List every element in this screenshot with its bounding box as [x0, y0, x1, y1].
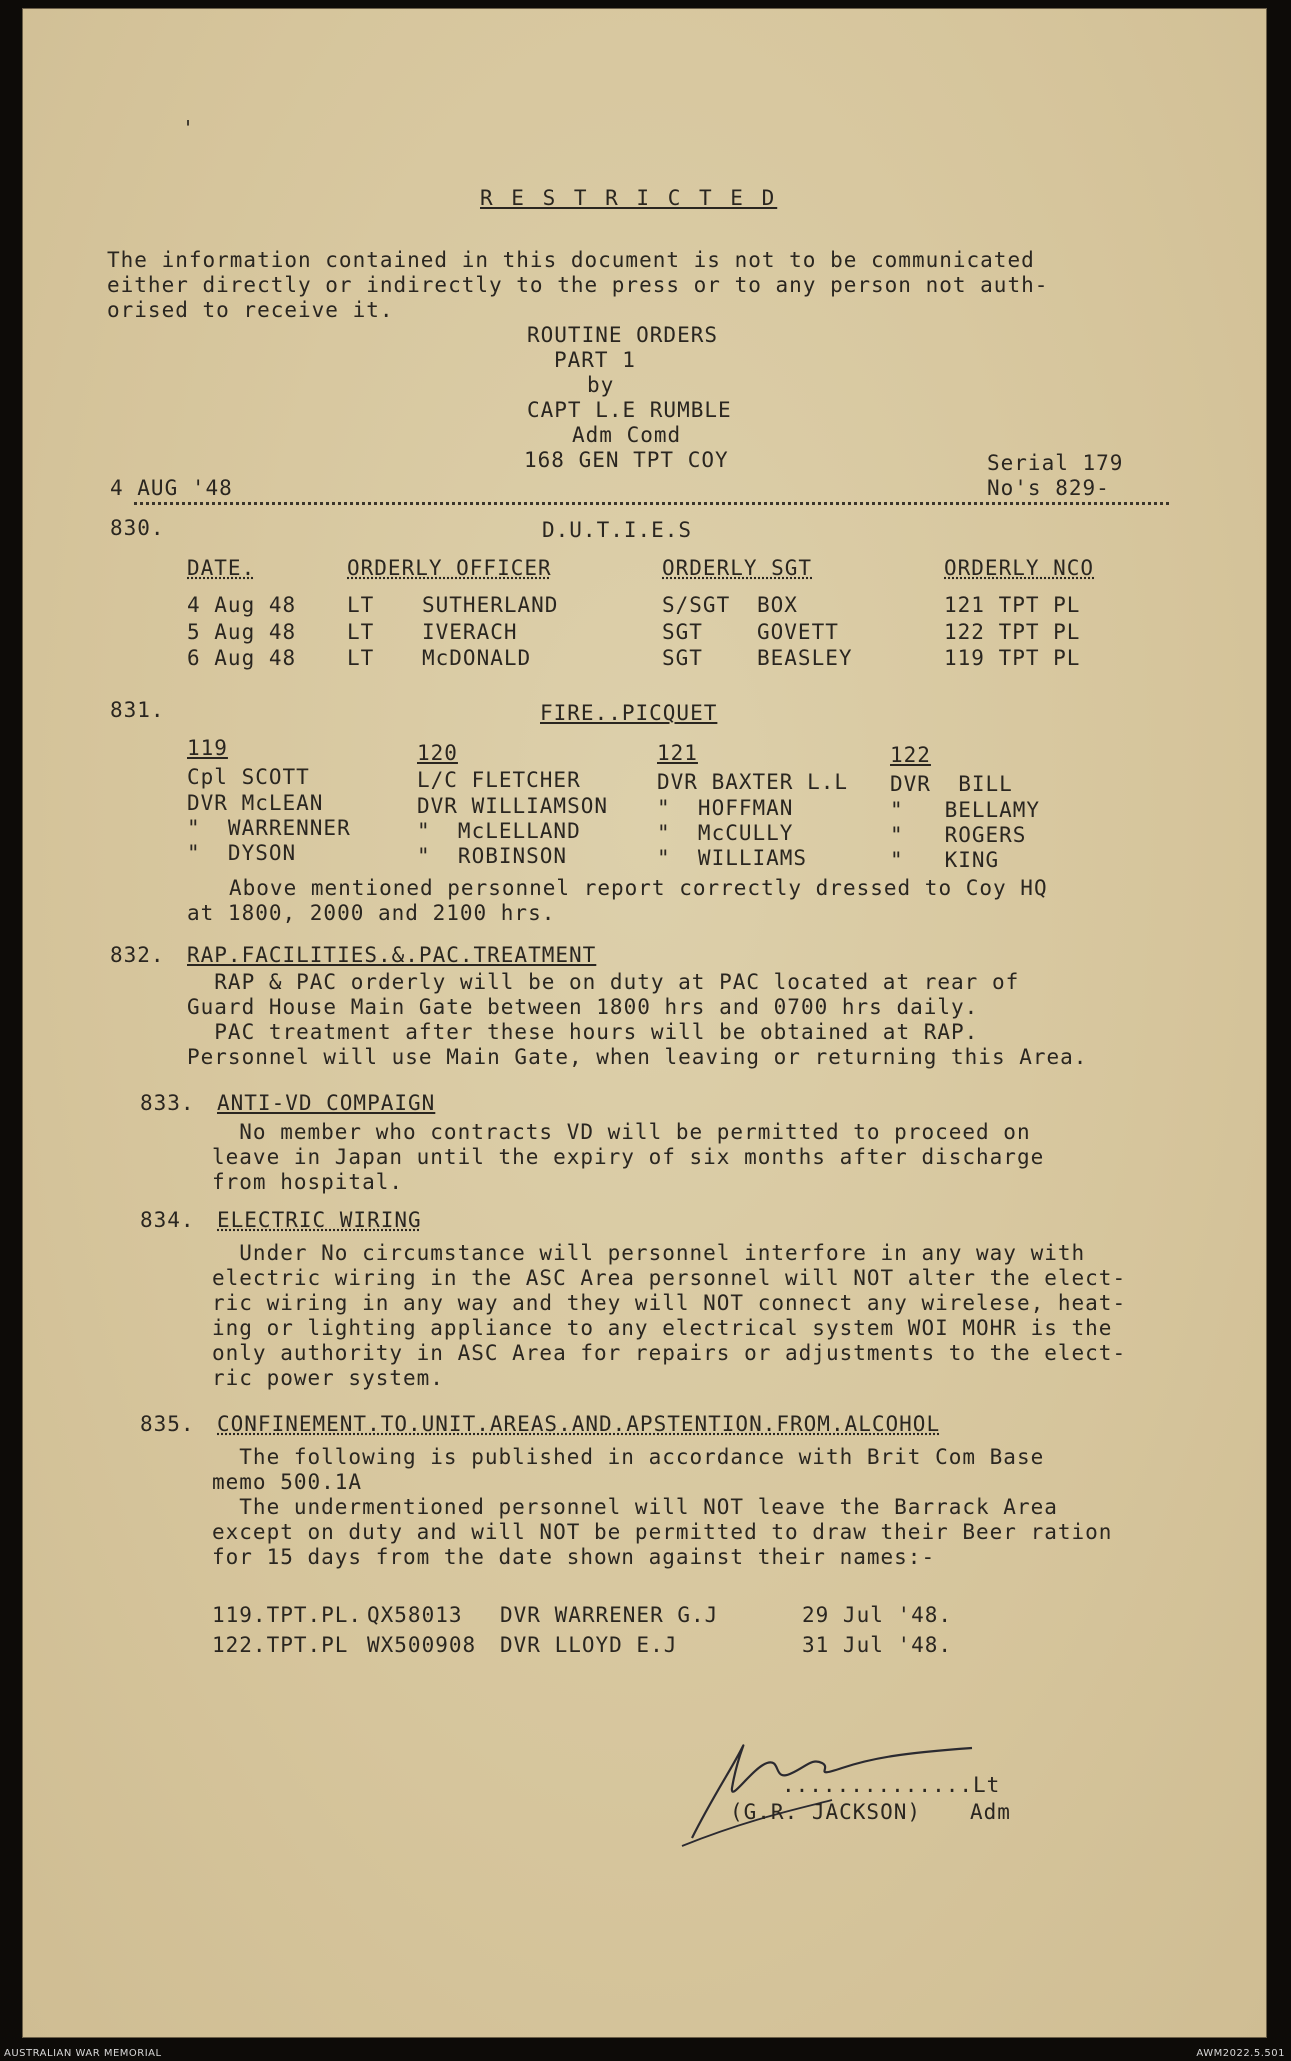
picquet-120-row-4: " ROBINSON: [417, 844, 568, 868]
duty-row-2-sgt-rank: SGT: [662, 620, 703, 644]
order-834-number: 834.: [140, 1208, 195, 1232]
order-831-title: FIRE..PICQUET: [540, 701, 718, 725]
duty-row-1-sgt-rank: S/SGT: [662, 593, 731, 617]
order-834-line-3: ric wiring in any way and they will NOT connect any wirelese, heat-: [212, 1291, 1127, 1315]
order-832-title: RAP.FACILITIES.&.PAC.TREATMENT: [187, 943, 597, 967]
duty-row-2-nco: 122 TPT PL: [944, 620, 1081, 644]
order-833-number: 833.: [140, 1091, 195, 1115]
order-833-line-2: leave in Japan until the expiry of six months after discharge: [212, 1145, 1045, 1169]
order-numbers: No's 829-: [987, 476, 1110, 500]
picquet-121-row-3: " McCULLY: [657, 821, 794, 845]
picquet-119-row-1: Cpl SCOTT: [187, 765, 310, 789]
duties-header-nco: ORDERLY NCO: [944, 556, 1095, 580]
picquet-122-row-3: " ROGERS: [890, 823, 1027, 847]
heading-line-3: by: [587, 373, 615, 397]
heading-line-1: ROUTINE ORDERS: [527, 323, 719, 347]
order-834-line-5: only authority in ASC Area for repairs or adjustments to the elect-: [212, 1341, 1127, 1365]
picquet-120-row-3: " McLELLAND: [417, 819, 581, 843]
entry-2-name: DVR LLOYD E.J: [500, 1633, 678, 1657]
duty-row-2-rank: LT: [347, 620, 375, 644]
duty-row-2-officer: IVERACH: [422, 620, 518, 644]
picquet-122-row-4: " KING: [890, 848, 1000, 872]
heading-line-5: Adm Comd: [572, 423, 682, 447]
signatory-name: (G.R. JACKSON): [730, 1800, 922, 1824]
order-835-line-5: for 15 days from the date shown against their names:-: [212, 1545, 936, 1569]
picquet-121-row-1: DVR BAXTER L.L: [657, 770, 849, 794]
duties-header-date: DATE.: [187, 556, 256, 580]
duty-row-1-nco: 121 TPT PL: [944, 593, 1081, 617]
duty-row-3-nco: 119 TPT PL: [944, 646, 1081, 670]
picquet-119-row-3: " WARRENNER: [187, 816, 351, 840]
serial-number: Serial 179: [987, 451, 1124, 475]
order-date: 4 AUG '48: [110, 476, 233, 500]
order-832-number: 832.: [110, 943, 165, 967]
signatory-role: Adm: [970, 1800, 1011, 1824]
footer-credit: AUSTRALIAN WAR MEMORIAL: [4, 2048, 162, 2059]
picquet-121-row-2: " HOFFMAN: [657, 796, 794, 820]
order-835-line-3: The undermentioned personnel will NOT leave the Barrack Area: [212, 1495, 1058, 1519]
paper-mark: ': [182, 116, 195, 140]
duty-row-1-date: 4 Aug 48: [187, 593, 297, 617]
picquet-119-pl: 119: [187, 736, 228, 760]
order-833-title: ANTI-VD COMPAIGN: [217, 1091, 436, 1115]
entry-2-unit: 122.TPT.PL: [212, 1633, 349, 1657]
order-832-line-3: PAC treatment after these hours will be obtained at RAP.: [187, 1020, 979, 1044]
duty-row-1-rank: LT: [347, 593, 375, 617]
duty-row-2-sgt: GOVETT: [757, 620, 839, 644]
picquet-122-pl: 122: [890, 743, 931, 767]
duty-row-3-sgt-rank: SGT: [662, 646, 703, 670]
notice-line-2: either directly or indirectly to the press or to any person not auth-: [107, 273, 1049, 297]
order-835-line-2: memo 500.1A: [212, 1470, 363, 1494]
order-831-number: 831.: [110, 698, 165, 722]
picquet-119-row-2: DVR McLEAN: [187, 791, 324, 815]
duty-row-1-officer: SUTHERLAND: [422, 593, 559, 617]
duties-header-officer: ORDERLY OFFICER: [347, 556, 552, 580]
entry-1-date: 29 Jul '48.: [802, 1603, 953, 1627]
entry-2-id: WX500908: [367, 1633, 477, 1657]
picquet-120-row-1: L/C FLETCHER: [417, 768, 581, 792]
picquet-119-row-4: " DYSON: [187, 841, 297, 865]
document-page: [22, 8, 1267, 2038]
classification-heading: R E S T R I C T E D: [480, 186, 778, 210]
picquet-120-row-2: DVR WILLIAMSON: [417, 794, 609, 818]
signature-line: ..............Lt: [782, 1773, 1001, 1797]
duty-row-2-date: 5 Aug 48: [187, 620, 297, 644]
entry-2-date: 31 Jul '48.: [802, 1633, 953, 1657]
picquet-text-1: Above mentioned personnel report correctly dressed to Coy HQ: [229, 876, 1048, 900]
picquet-121-pl: 121: [657, 741, 698, 765]
picquet-text-2: at 1800, 2000 and 2100 hrs.: [187, 901, 556, 925]
picquet-122-row-1: DVR BILL: [890, 772, 1013, 796]
duty-row-3-rank: LT: [347, 646, 375, 670]
duties-header-sgt: ORDERLY SGT: [662, 556, 813, 580]
heading-line-6: 168 GEN TPT COY: [524, 448, 729, 472]
duty-row-1-sgt: BOX: [757, 593, 798, 617]
order-834-line-6: ric power system.: [212, 1366, 444, 1390]
order-830-number: 830.: [110, 516, 165, 540]
order-832-line-4: Personnel will use Main Gate, when leaving or returning this Area.: [187, 1045, 1088, 1069]
entry-1-unit: 119.TPT.PL.: [212, 1603, 363, 1627]
entry-1-name: DVR WARRENER G.J: [500, 1603, 719, 1627]
order-833-line-3: from hospital.: [212, 1170, 404, 1194]
picquet-120-pl: 120: [417, 741, 458, 765]
order-835-number: 835.: [140, 1412, 195, 1436]
order-832-line-1: RAP & PAC orderly will be on duty at PAC located at rear of: [187, 970, 1020, 994]
order-830-title: D.U.T.I.E.S: [542, 518, 693, 542]
order-835-title: CONFINEMENT.TO.UNIT.AREAS.AND.APSTENTION.FROM.ALCOHOL: [217, 1412, 941, 1436]
picquet-122-row-2: " BELLAMY: [890, 798, 1041, 822]
order-832-line-2: Guard House Main Gate between 1800 hrs and 0700 hrs daily.: [187, 995, 979, 1019]
heading-line-2: PART 1: [554, 348, 636, 372]
notice-line-1: The information contained in this document is not to be communicated: [107, 248, 1035, 272]
order-835-line-1: The following is published in accordance with Brit Com Base: [212, 1445, 1045, 1469]
order-834-line-4: ing or lighting appliance to any electrical system WOI MOHR is the: [212, 1316, 1113, 1340]
order-834-line-2: electric wiring in the ASC Area personnel will NOT alter the elect-: [212, 1266, 1127, 1290]
separator: [134, 502, 1169, 505]
order-833-line-1: No member who contracts VD will be permitted to proceed on: [212, 1120, 1031, 1144]
order-834-title: ELECTRIC WIRING: [217, 1208, 422, 1232]
picquet-121-row-4: " WILLIAMS: [657, 846, 808, 870]
duty-row-3-officer: McDONALD: [422, 646, 532, 670]
heading-line-4: CAPT L.E RUMBLE: [527, 398, 732, 422]
duty-row-3-date: 6 Aug 48: [187, 646, 297, 670]
duty-row-3-sgt: BEASLEY: [757, 646, 853, 670]
notice-line-3: orised to receive it.: [107, 298, 394, 322]
entry-1-id: QX58013: [367, 1603, 463, 1627]
order-835-line-4: except on duty and will NOT be permitted to draw their Beer ration: [212, 1520, 1113, 1544]
order-834-line-1: Under No circumstance will personnel interfore in any way with: [212, 1241, 1086, 1265]
footer-accession: AWM2022.5.501: [1196, 2048, 1285, 2059]
